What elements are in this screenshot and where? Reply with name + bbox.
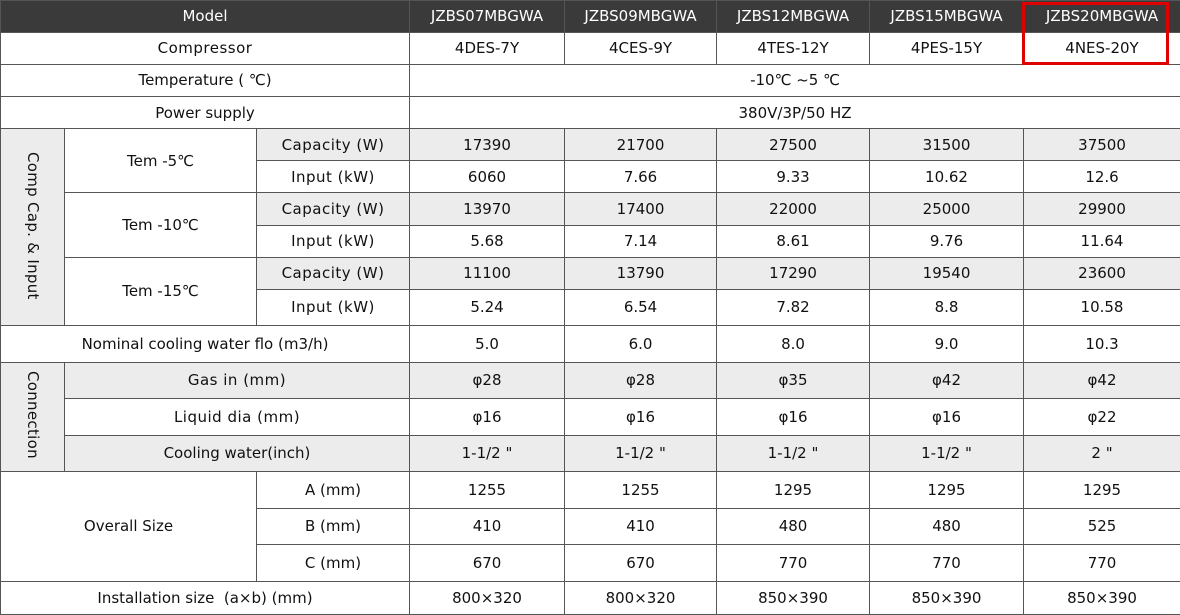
connection-row (1, 399, 1180, 436)
model-cell: JZBS12MBGWA (717, 1, 870, 33)
input-cell: 6060 (410, 161, 565, 193)
size-cell: 1255 (410, 472, 565, 509)
tem-label: Tem -15℃ (65, 257, 257, 326)
compressor-label: Compressor (1, 33, 410, 65)
input-label: Input (kW) (257, 289, 410, 326)
size-cell: 1295 (717, 472, 870, 509)
size-cell: 525 (1024, 508, 1180, 545)
size-cell: 770 (870, 545, 1024, 582)
compressor-cell: 4PES-15Y (870, 33, 1024, 65)
installation-cell: 850×390 (717, 581, 870, 614)
capacity-cell: 29900 (1024, 193, 1180, 225)
size-dimension-label: C (mm) (257, 545, 410, 582)
capacity-cell: 31500 (870, 129, 1024, 161)
capacity-label: Capacity (W) (257, 129, 410, 161)
compressor-cell: 4TES-12Y (717, 33, 870, 65)
overall-size-row (1, 472, 1180, 509)
input-cell: 7.82 (717, 289, 870, 326)
connection-cell: φ16 (410, 399, 565, 436)
connection-group-label (1, 362, 65, 472)
capacity-cell: 25000 (870, 193, 1024, 225)
tem-label: Tem -5℃ (65, 129, 257, 193)
size-dimension-label: B (mm) (257, 508, 410, 545)
water-flow-cell: 5.0 (410, 326, 565, 363)
model-cell: JZBS07MBGWA (410, 1, 565, 33)
connection-cell: 1-1/2 " (717, 435, 870, 472)
input-cell: 7.14 (565, 225, 717, 257)
capacity-cell: 23600 (1024, 257, 1180, 289)
installation-cell: 850×390 (1024, 581, 1180, 614)
connection-label: Cooling water(inch) (65, 435, 410, 472)
compressor-cell: 4DES-7Y (410, 33, 565, 65)
capacity-cell: 27500 (717, 129, 870, 161)
capacity-cell: 11100 (410, 257, 565, 289)
input-cell: 12.6 (1024, 161, 1180, 193)
water-flow-cell: 6.0 (565, 326, 717, 363)
capacity-cell: 37500 (1024, 129, 1180, 161)
installation-row (1, 581, 1180, 614)
temperature-value: -10℃ ~5 ℃ (410, 65, 1180, 97)
input-cell: 9.76 (870, 225, 1024, 257)
capacity-row (1, 193, 1180, 225)
capacity-label: Capacity (W) (257, 193, 410, 225)
power-supply-label: Power supply (1, 97, 410, 129)
comp-cap-vertical-text: Comp Cap. & Input (23, 151, 42, 300)
size-cell: 410 (410, 508, 565, 545)
capacity-cell: 13790 (565, 257, 717, 289)
size-cell: 670 (410, 545, 565, 582)
input-label: Input (kW) (257, 161, 410, 193)
input-cell: 8.8 (870, 289, 1024, 326)
connection-cell: 1-1/2 " (870, 435, 1024, 472)
connection-vertical-text: Connection (23, 371, 42, 460)
size-cell: 1255 (565, 472, 717, 509)
header-row (1, 1, 1180, 33)
model-cell: JZBS15MBGWA (870, 1, 1024, 33)
connection-row (1, 435, 1180, 472)
connection-cell: φ28 (565, 362, 717, 399)
capacity-cell: 21700 (565, 129, 717, 161)
compressor-cell: 4CES-9Y (565, 33, 717, 65)
connection-cell: φ16 (870, 399, 1024, 436)
water-flow-cell: 8.0 (717, 326, 870, 363)
compressor-cell: 4NES-20Y (1024, 33, 1180, 65)
size-cell: 480 (870, 508, 1024, 545)
input-cell: 11.64 (1024, 225, 1180, 257)
water-flow-cell: 9.0 (870, 326, 1024, 363)
connection-cell: φ42 (1024, 362, 1180, 399)
size-dimension-label: A (mm) (257, 472, 410, 509)
capacity-row (1, 129, 1180, 161)
connection-cell: φ35 (717, 362, 870, 399)
input-cell: 10.62 (870, 161, 1024, 193)
tem-label: Tem -10℃ (65, 193, 257, 257)
size-cell: 410 (565, 508, 717, 545)
input-cell: 10.58 (1024, 289, 1180, 326)
input-cell: 9.33 (717, 161, 870, 193)
capacity-cell: 17400 (565, 193, 717, 225)
capacity-cell: 22000 (717, 193, 870, 225)
input-cell: 5.24 (410, 289, 565, 326)
capacity-label: Capacity (W) (257, 257, 410, 289)
connection-label: Gas in (mm) (65, 362, 410, 399)
installation-label: Installation size (a×b) (mm) (1, 581, 410, 614)
capacity-cell: 19540 (870, 257, 1024, 289)
input-cell: 8.61 (717, 225, 870, 257)
size-cell: 1295 (1024, 472, 1180, 509)
installation-cell: 800×320 (410, 581, 565, 614)
connection-cell: φ28 (410, 362, 565, 399)
size-cell: 1295 (870, 472, 1024, 509)
connection-cell: φ22 (1024, 399, 1180, 436)
input-cell: 5.68 (410, 225, 565, 257)
capacity-cell: 13970 (410, 193, 565, 225)
size-cell: 670 (565, 545, 717, 582)
temperature-label: Temperature ( ℃) (1, 65, 410, 97)
capacity-cell: 17290 (717, 257, 870, 289)
capacity-row (1, 257, 1180, 289)
connection-cell: 1-1/2 " (410, 435, 565, 472)
connection-label: Liquid dia (mm) (65, 399, 410, 436)
model-cell: JZBS09MBGWA (565, 1, 717, 33)
connection-cell: φ16 (565, 399, 717, 436)
connection-cell: φ16 (717, 399, 870, 436)
overall-size-label: Overall Size (1, 472, 257, 582)
model-cell: JZBS20MBGWA (1024, 1, 1180, 33)
input-label: Input (kW) (257, 225, 410, 257)
power-supply-value: 380V/3P/50 HZ (410, 97, 1180, 129)
connection-cell: φ42 (870, 362, 1024, 399)
connection-cell: 1-1/2 " (565, 435, 717, 472)
connection-cell: 2 " (1024, 435, 1180, 472)
installation-cell: 850×390 (870, 581, 1024, 614)
size-cell: 480 (717, 508, 870, 545)
temperature-row (1, 65, 1180, 97)
installation-cell: 800×320 (565, 581, 717, 614)
water-flow-label: Nominal cooling water flo (m3/h) (1, 326, 410, 363)
compressor-row (1, 33, 1180, 65)
water-flow-row (1, 326, 1180, 363)
comp-cap-group-label (1, 129, 65, 326)
water-flow-cell: 10.3 (1024, 326, 1180, 363)
connection-row (1, 362, 1180, 399)
capacity-cell: 17390 (410, 129, 565, 161)
size-cell: 770 (717, 545, 870, 582)
input-cell: 6.54 (565, 289, 717, 326)
size-cell: 770 (1024, 545, 1180, 582)
model-label: Model (1, 1, 410, 33)
input-cell: 7.66 (565, 161, 717, 193)
power-supply-row (1, 97, 1180, 129)
